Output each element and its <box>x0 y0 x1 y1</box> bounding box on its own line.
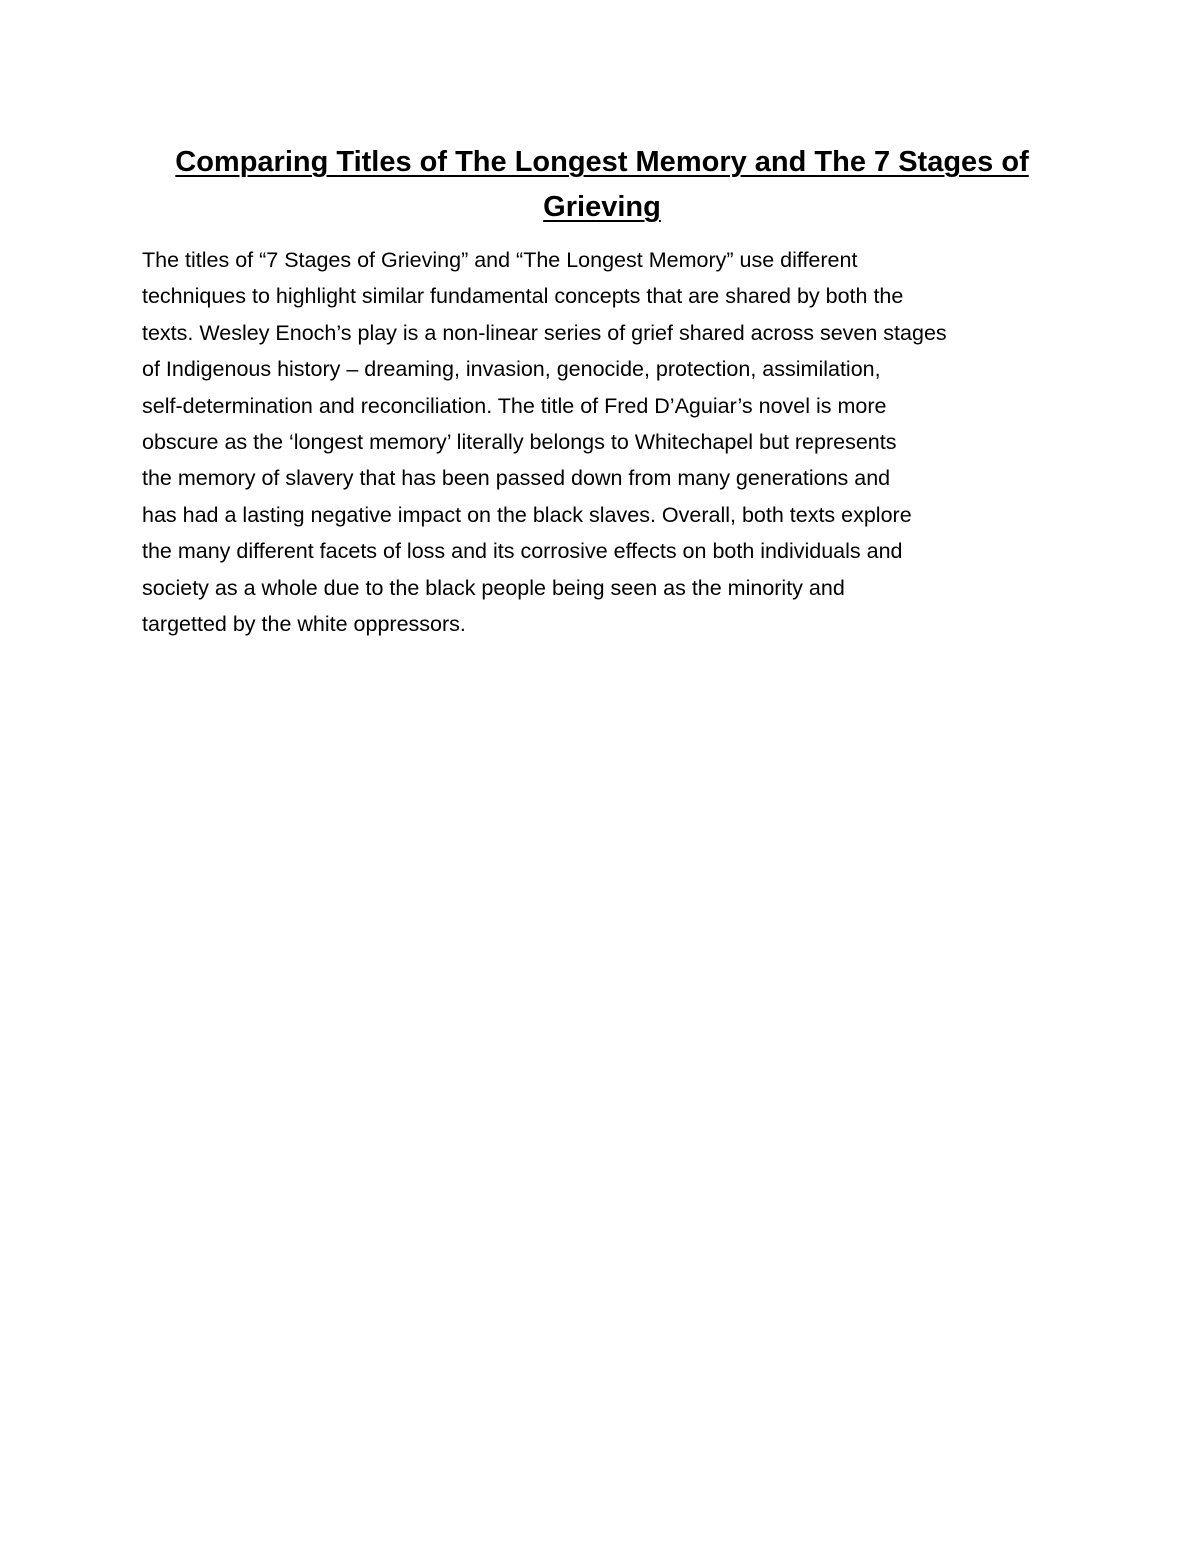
document-content <box>142 140 1062 642</box>
paragraph-line: the many different facets of loss and its corrosive effects on both individuals and <box>142 539 903 564</box>
paragraph-line: self-determination and reconciliation. The title of Fred D’Aguiar’s novel is more <box>142 393 887 418</box>
paragraph-line: society as a whole due to the black people being seen as the minority and <box>142 575 845 600</box>
document-title <box>142 140 1062 230</box>
paragraph-line: obscure as the ‘longest memory’ literally belongs to Whitechapel but represents <box>142 430 897 455</box>
title-line: Comparing Titles of The Longest Memory and The 7 Stages of <box>175 146 1029 178</box>
paragraph-line: targetted by the white oppressors. <box>142 612 466 637</box>
title-line: Grieving <box>543 191 661 223</box>
paragraph-line: The titles of “7 Stages of Grieving” and “The Longest Memory” use different <box>142 248 858 272</box>
paragraph-line: techniques to highlight similar fundamental concepts that are shared by both the <box>142 284 904 309</box>
document-paragraph <box>142 242 1062 642</box>
paragraph-line: of Indigenous history – dreaming, invasion, genocide, protection, assimilation, <box>142 357 881 382</box>
paragraph-line: texts. Wesley Enoch’s play is a non-linear series of grief shared across seven stages <box>142 320 947 345</box>
paragraph-line: has had a lasting negative impact on the black slaves. Overall, both texts explore <box>142 502 912 527</box>
paragraph-line: the memory of slavery that has been passed down from many generations and <box>142 466 891 491</box>
